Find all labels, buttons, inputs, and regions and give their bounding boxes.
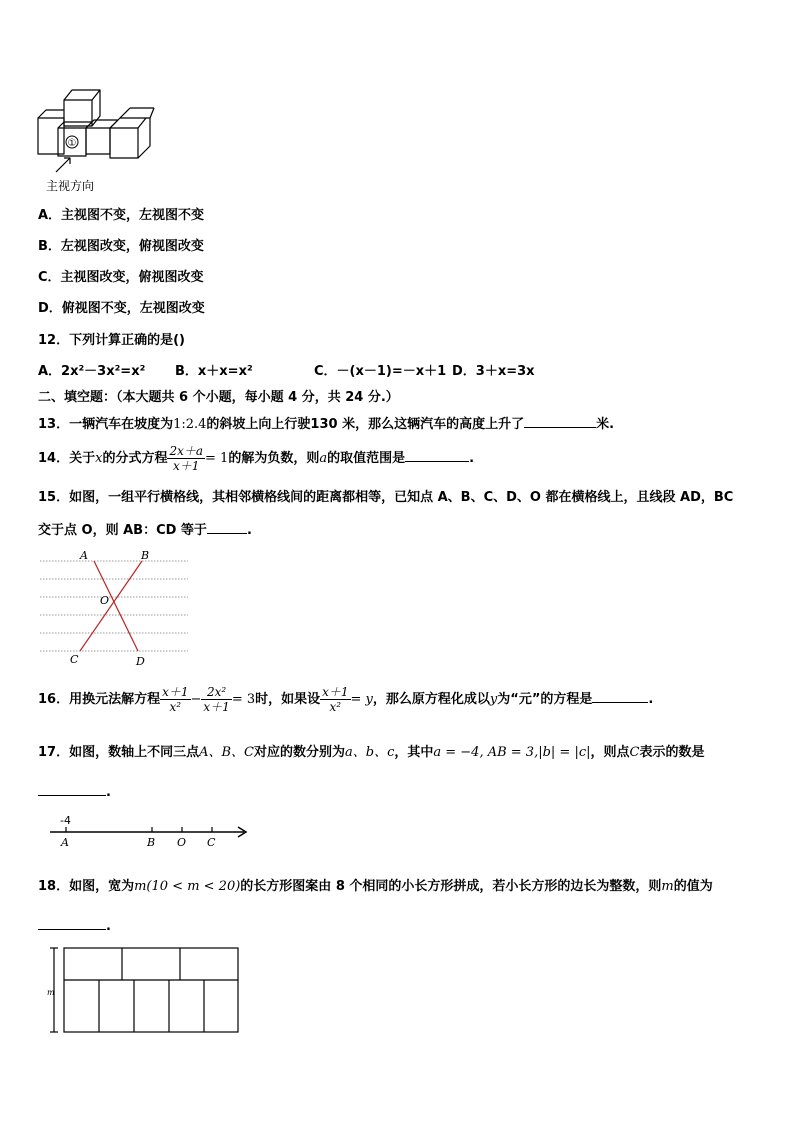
q12-option-c: C．－(x－1)=－x＋1	[314, 364, 447, 379]
rectangle-figure	[44, 945, 244, 1037]
label-o: O	[100, 594, 110, 607]
label-b: B	[141, 549, 150, 562]
axis-label-b: B	[147, 836, 156, 849]
q15-line-2: 交于点 O，则 AB：CD 等于 .	[38, 523, 252, 538]
q13-answer-blank[interactable]	[524, 415, 596, 428]
q16-answer-blank[interactable]	[592, 690, 648, 703]
q18-answer-line: .	[38, 917, 111, 935]
cube-caption: 主视方向	[46, 179, 95, 193]
label-d: D	[136, 655, 145, 668]
label-a: A	[80, 549, 88, 562]
q11-option-b: B．左视图改变，俯视图改变	[38, 239, 204, 254]
q16-fraction-2: $\frac{\text{2x²}}{x+1}$	[203, 685, 230, 714]
q16-fraction-3: $\frac{x+1}{\text{x²}}$	[322, 685, 349, 714]
q17-answer-line: .	[38, 783, 111, 801]
q17-answer-blank[interactable]	[38, 783, 106, 796]
q18-answer-blank[interactable]	[38, 917, 106, 930]
axis-label-a: A	[61, 836, 69, 849]
q12-option-a: A．2x²－3x²=x²	[38, 364, 146, 379]
q16-fraction-1: $\frac{x+1}{\text{x²}}$	[162, 685, 189, 714]
label-c: C	[70, 653, 79, 666]
axis-label-c: C	[207, 836, 216, 849]
number-line-figure	[44, 812, 254, 850]
q12-option-b: B．x＋x=x²	[175, 364, 253, 379]
section-2-heading: 二、填空题：（本大题共 6 个小题，每小题 4 分，共 24 分.）	[38, 390, 399, 405]
q14-fraction: $\frac{2x+a}{x+1}$	[169, 444, 204, 473]
q15-line-1: 15．如图，一组平行横格线，其相邻横格线间的距离都相等，已知点 A、B、C、D、O 都在横格线上，且线段 AD，BC	[38, 490, 734, 505]
q12-stem: 12．下列计算正确的是()	[38, 333, 185, 348]
q17: 17．如图，数轴上不同三点A、B、C对应的数分别为a、b、c，其中a = −4, AB = 3,|b| = |c|，则点C表示的数是	[38, 745, 705, 760]
axis-label-o: O	[177, 836, 187, 849]
q16: 16．用换元法解方程 $\frac{x+1}{\text{x²}}$ − $\frac{\text{2x²}}{x+1}$ = 3时，如果设 $\frac{x+1}{\text{x²}}$ = y，那么原方程化成以y为“元”的方程是 .	[38, 685, 654, 714]
q13: 13．一辆汽车在坡度为1:2.4的斜坡上向上行驶130 米，那么这辆汽车的高度上升了 米.	[38, 417, 615, 432]
parallel-lines-figure	[38, 547, 192, 671]
q14: 14．关于x的分式方程 $\frac{2x+a}{x+1}$ = 1的解为负数，则a的取值范围是 .	[38, 444, 475, 473]
cube-marker: ①	[67, 138, 77, 149]
rect-label-m: m	[47, 988, 55, 997]
q12-option-d: D．3＋x=3x	[452, 364, 535, 379]
q11-option-c: C．主视图改变，俯视图改变	[38, 270, 204, 285]
axis-tick-minus4: -4	[60, 814, 71, 827]
q14-answer-blank[interactable]	[405, 449, 469, 462]
q15-answer-blank[interactable]	[207, 521, 247, 534]
q11-option-d: D．俯视图不变，左视图改变	[38, 301, 205, 316]
q11-option-a: A．主视图不变，左视图不变	[38, 208, 205, 223]
q18: 18．如图，宽为m(10 < m < 20)的长方形图案由 8 个相同的小长方形拼成，若小长方形的边长为整数，则m的值为	[38, 879, 713, 894]
